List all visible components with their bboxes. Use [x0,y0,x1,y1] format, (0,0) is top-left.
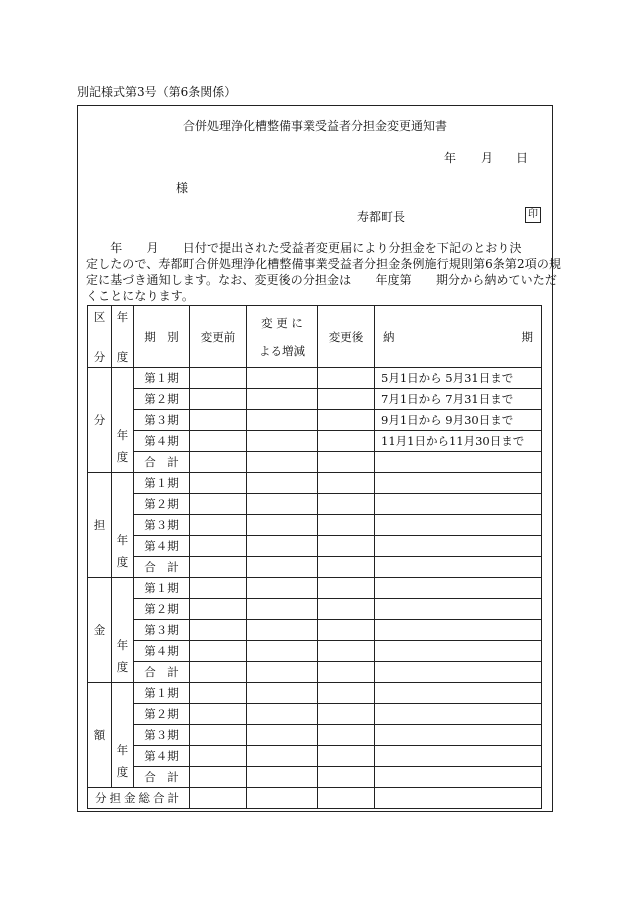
form-label: 別記様式第3号（第6条関係） [77,85,237,99]
table-row [88,557,542,578]
payment-period [375,704,542,725]
change-cell [247,410,318,431]
period-label: 第１期 [134,368,190,389]
before-cell [190,662,247,683]
grand-total-change [247,788,318,809]
period-label: 第３期 [134,410,190,431]
header-nouki: 納 期 [375,306,542,368]
payment-period [375,557,542,578]
before-cell [190,368,247,389]
kubun-cell: 額 [88,683,112,788]
period-label: 第４期 [134,746,190,767]
before-cell [190,389,247,410]
grand-total-payment [375,788,542,809]
grand-total-row [88,788,542,809]
after-cell [318,662,375,683]
document-title: 合併処理浄化槽整備事業受益者分担金変更通知書 [182,119,447,133]
addressee-suffix: 様 [176,181,189,195]
kubun-cell: 金 [88,578,112,683]
before-cell [190,704,247,725]
change-cell [247,536,318,557]
payment-period [375,494,542,515]
table-row [88,368,542,389]
period-label: 合 計 [134,662,190,683]
after-cell [318,410,375,431]
header-kibetsu: 期 別 [134,306,190,368]
period-label: 合 計 [134,557,190,578]
seal-mark: 印 [525,207,541,223]
before-cell [190,452,247,473]
change-cell [247,620,318,641]
header-after: 変更後 [318,306,375,368]
period-label: 第４期 [134,641,190,662]
table-row [88,767,542,788]
after-cell [318,704,375,725]
table-row [88,494,542,515]
period-label: 第１期 [134,578,190,599]
header-nendo: 年 度 [112,306,134,368]
payment-period [375,767,542,788]
payment-period [375,620,542,641]
period-label: 第３期 [134,620,190,641]
table-row [88,725,542,746]
before-cell [190,746,247,767]
after-cell [318,767,375,788]
period-label: 第２期 [134,704,190,725]
header-change: 変 更 に よる増減 [247,306,318,368]
date-year-label: 年 [444,151,457,165]
table-row [88,704,542,725]
before-cell [190,683,247,704]
change-cell [247,368,318,389]
date-month-label: 月 [481,151,494,165]
before-cell [190,494,247,515]
table-row [88,536,542,557]
before-cell [190,767,247,788]
after-cell [318,641,375,662]
after-cell [318,536,375,557]
change-cell [247,431,318,452]
table-row [88,389,542,410]
table-row [88,473,542,494]
change-cell [247,746,318,767]
before-cell [190,641,247,662]
before-cell [190,599,247,620]
after-cell [318,368,375,389]
after-cell [318,599,375,620]
payment-period: 7月1日から 7月31日まで [375,389,542,410]
after-cell [318,725,375,746]
change-cell [247,473,318,494]
change-cell [247,494,318,515]
table-row [88,620,542,641]
payment-period [375,473,542,494]
body-line-3: 定に基づき通知します。なお、変更後の分担金は 年度第 期分から納めていただ [86,273,557,287]
payment-period [375,578,542,599]
year-cell: 年 度 [112,473,134,578]
table-row [88,683,542,704]
table-row [88,410,542,431]
table-row [88,515,542,536]
change-cell [247,452,318,473]
after-cell [318,389,375,410]
date-day-label: 日 [516,151,529,165]
after-cell [318,557,375,578]
year-cell: 年 度 [112,578,134,683]
payment-period: 9月1日から 9月30日まで [375,410,542,431]
change-cell [247,515,318,536]
payment-period [375,515,542,536]
period-label: 第４期 [134,431,190,452]
table-row [88,641,542,662]
after-cell [318,578,375,599]
payment-period [375,746,542,767]
table-header-row [88,306,542,368]
payment-period [375,662,542,683]
year-cell: 年 度 [112,368,134,473]
change-cell [247,683,318,704]
header-kubun: 区 分 [88,306,112,368]
before-cell [190,620,247,641]
year-cell: 年 度 [112,683,134,788]
grand-total-label: 分担金総合計 [88,788,190,809]
issuer-name: 寿都町長 [357,210,406,224]
change-cell [247,599,318,620]
payment-period: 5月1日から 5月31日まで [375,368,542,389]
before-cell [190,725,247,746]
table-row [88,578,542,599]
after-cell [318,515,375,536]
period-label: 第３期 [134,515,190,536]
body-line-2: 定したので、寿都町合併処理浄化槽整備事業受益者分担金条例施行規則第6条第2項の規 [86,257,562,271]
period-label: 第２期 [134,389,190,410]
period-label: 第２期 [134,494,190,515]
grand-total-before [190,788,247,809]
before-cell [190,515,247,536]
payment-period [375,725,542,746]
before-cell [190,557,247,578]
change-cell [247,641,318,662]
payment-period [375,641,542,662]
table-row [88,662,542,683]
period-label: 合 計 [134,767,190,788]
change-cell [247,725,318,746]
after-cell [318,431,375,452]
before-cell [190,473,247,494]
payment-period [375,536,542,557]
period-label: 第２期 [134,599,190,620]
payment-period [375,683,542,704]
change-cell [247,704,318,725]
grand-total-after [318,788,375,809]
change-cell [247,662,318,683]
before-cell [190,578,247,599]
period-label: 第４期 [134,536,190,557]
period-label: 第３期 [134,725,190,746]
table-row [88,599,542,620]
after-cell [318,683,375,704]
after-cell [318,746,375,767]
before-cell [190,431,247,452]
kubun-cell: 分 [88,368,112,473]
payment-period: 11月1日から11月30日まで [375,431,542,452]
payment-period [375,599,542,620]
after-cell [318,473,375,494]
change-cell [247,557,318,578]
after-cell [318,494,375,515]
change-cell [247,578,318,599]
before-cell [190,410,247,431]
change-cell [247,389,318,410]
table-row [88,452,542,473]
kubun-cell: 担 [88,473,112,578]
period-label: 第１期 [134,473,190,494]
payment-period [375,452,542,473]
period-label: 合 計 [134,452,190,473]
allotment-table [87,305,542,809]
body-line-1: 年 月 日付で提出された受益者変更届により分担金を下記のとおり決 [86,241,522,255]
after-cell [318,452,375,473]
table-row [88,746,542,767]
before-cell [190,536,247,557]
period-label: 第１期 [134,683,190,704]
body-line-4: くことになります。 [86,289,194,303]
after-cell [318,620,375,641]
header-before: 変更前 [190,306,247,368]
change-cell [247,767,318,788]
table-row [88,431,542,452]
